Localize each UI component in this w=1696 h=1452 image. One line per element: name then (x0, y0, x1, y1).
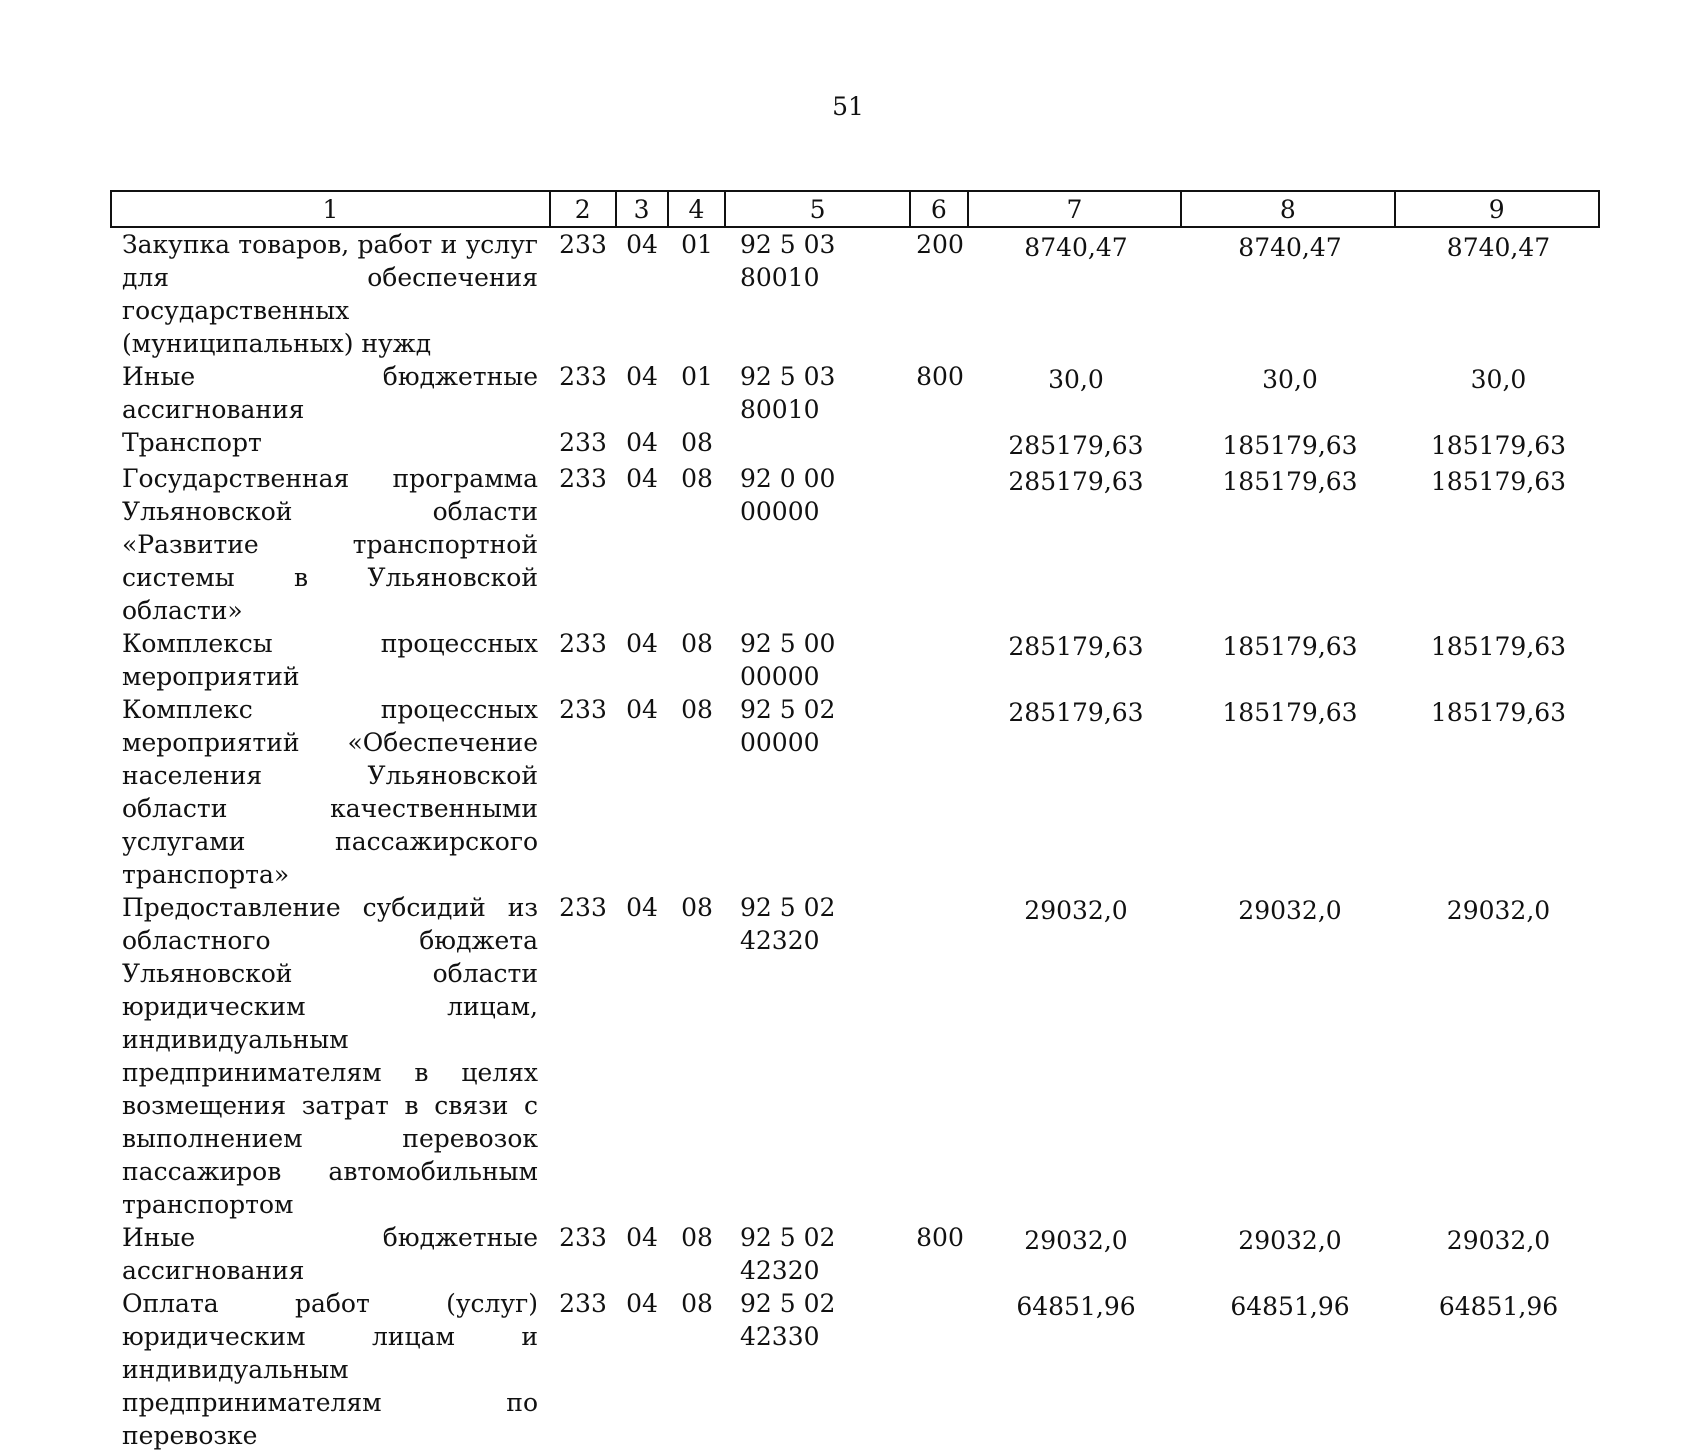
row-name-cell: Иные бюджетные ассигнования (122, 1223, 538, 1285)
target-article-cell: 92 5 00 00000 (740, 629, 836, 691)
amount-cell: 285179,63 (1008, 632, 1144, 661)
table-row (110, 360, 1600, 426)
code-cell: 233 (559, 464, 607, 493)
amount-cell: 30,0 (1048, 365, 1104, 394)
amount-cell: 30,0 (1262, 365, 1318, 394)
amount-cell: 185179,63 (1222, 698, 1358, 727)
amount-cell: 8740,47 (1024, 233, 1128, 262)
code-cell: 233 (559, 629, 607, 658)
table-row (110, 228, 1600, 360)
amount-cell: 285179,63 (1008, 698, 1144, 727)
code-cell: 233 (559, 1289, 607, 1318)
row-name-cell: Комплексы процессных мероприятий (122, 629, 538, 691)
subsection-cell: 08 (681, 464, 713, 493)
amount-cell: 285179,63 (1008, 467, 1144, 496)
amount-cell: 64851,96 (1230, 1292, 1350, 1321)
subsection-cell: 08 (681, 629, 713, 658)
subsection-cell: 01 (681, 362, 713, 391)
row-name-cell: Государственная программа Ульяновской области «Развитие транспортной системы в Ульяновской области» (122, 464, 538, 625)
amount-cell: 285179,63 (1008, 431, 1144, 460)
target-article-cell: 92 5 02 42330 (740, 1289, 836, 1351)
section-cell: 04 (626, 428, 658, 457)
target-article-cell: 92 0 00 00000 (740, 464, 836, 526)
section-cell: 04 (626, 695, 658, 724)
column-header: 2 (551, 192, 617, 226)
code-cell: 233 (559, 230, 607, 259)
column-header: 4 (669, 192, 727, 226)
code-cell: 233 (559, 893, 607, 922)
table-row (110, 462, 1600, 627)
amount-cell: 185179,63 (1222, 431, 1358, 460)
page-number: 51 (832, 92, 864, 121)
budget-table (110, 190, 1600, 1452)
target-article-cell: 92 5 03 80010 (740, 230, 836, 292)
code-cell: 233 (559, 428, 607, 457)
amount-cell: 8740,47 (1238, 233, 1342, 262)
code-cell: 233 (559, 695, 607, 724)
section-cell: 04 (626, 230, 658, 259)
table-body (110, 228, 1600, 1452)
expense-type-cell: 200 (916, 230, 964, 259)
column-header: 3 (617, 192, 669, 226)
row-name-cell: Оплата работ (услуг) юридическим лицам и индивидуальным предпринимателям по перевозке (122, 1289, 538, 1450)
amount-cell: 64851,96 (1438, 1292, 1559, 1321)
column-header: 1 (112, 192, 551, 226)
target-article-cell: 92 5 02 42320 (740, 1223, 836, 1285)
target-article-cell: 92 5 03 80010 (740, 362, 836, 424)
amount-cell: 29032,0 (1024, 896, 1128, 925)
row-name-cell: Комплекс процессных мероприятий «Обеспечение населения Ульяновской области качественными услугами пассажирского транспорта» (122, 695, 538, 889)
amount-cell: 29032,0 (1446, 1226, 1551, 1255)
amount-cell: 29032,0 (1238, 896, 1342, 925)
column-header: 9 (1488, 195, 1505, 224)
code-cell: 233 (559, 1223, 607, 1252)
amount-cell: 64851,96 (1016, 1292, 1136, 1321)
section-cell: 04 (626, 464, 658, 493)
amount-cell: 185179,63 (1222, 632, 1358, 661)
amount-cell: 29032,0 (1238, 1226, 1342, 1255)
amount-cell: 185179,63 (1430, 698, 1567, 727)
amount-cell: 185179,63 (1430, 467, 1567, 496)
section-cell: 04 (626, 1289, 658, 1318)
amount-cell: 185179,63 (1430, 632, 1567, 661)
amount-cell: 185179,63 (1222, 467, 1358, 496)
row-name-cell: Иные бюджетные ассигнования (122, 362, 538, 424)
table-row (110, 426, 1600, 462)
amount-cell: 8740,47 (1446, 233, 1551, 262)
column-header: 6 (911, 192, 969, 226)
amount-cell: 30,0 (1470, 365, 1527, 394)
table-row (110, 693, 1600, 891)
table-row (110, 1287, 1600, 1452)
subsection-cell: 08 (681, 428, 713, 457)
subsection-cell: 08 (681, 1223, 713, 1252)
subsection-cell: 01 (681, 230, 713, 259)
subsection-cell: 08 (681, 695, 713, 724)
section-cell: 04 (626, 362, 658, 391)
row-name-cell: Транспорт (122, 428, 262, 457)
column-header: 5 (726, 192, 911, 226)
table-row (110, 627, 1600, 693)
table-row (110, 891, 1600, 1221)
amount-cell: 185179,63 (1430, 431, 1567, 460)
section-cell: 04 (626, 893, 658, 922)
expense-type-cell: 800 (916, 362, 964, 391)
subsection-cell: 08 (681, 1289, 713, 1318)
subsection-cell: 08 (681, 893, 713, 922)
table-header-row (110, 190, 1600, 228)
column-header: 7 (969, 192, 1182, 226)
target-article-cell: 92 5 02 00000 (740, 695, 836, 757)
target-article-cell: 92 5 02 42320 (740, 893, 836, 955)
section-cell: 04 (626, 629, 658, 658)
table-row (110, 1221, 1600, 1287)
amount-cell: 29032,0 (1446, 896, 1551, 925)
row-name-cell: Предоставление субсидий из областного бюджета Ульяновской области юридическим лицам, индивидуальным предпринимателям в целях возмещения затрат в связи с выполнением перевозок пассажиров автомобильным транспортом (122, 893, 538, 1219)
section-cell: 04 (626, 1223, 658, 1252)
row-name-cell: Закупка товаров, работ и услуг для обеспечения государственных (муниципальных) нужд (122, 230, 538, 358)
column-header: 8 (1182, 192, 1395, 226)
expense-type-cell: 800 (916, 1223, 964, 1252)
amount-cell: 29032,0 (1024, 1226, 1128, 1255)
code-cell: 233 (559, 362, 607, 391)
